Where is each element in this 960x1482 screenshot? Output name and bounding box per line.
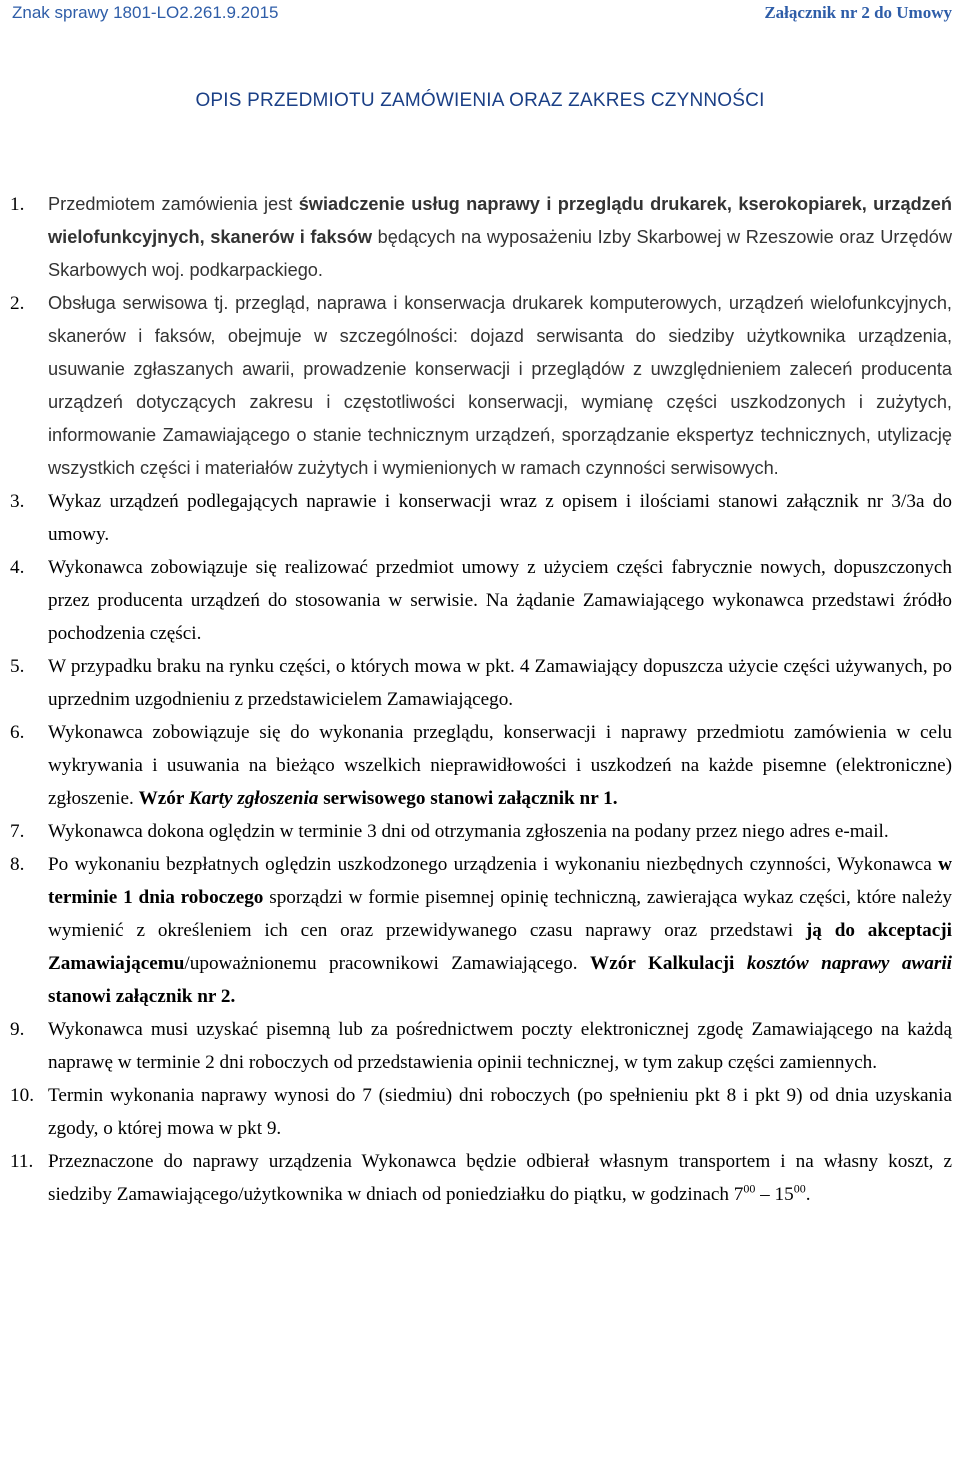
text-segment: Wykonawca zobowiązuje się do wykonania przeglądu, konserwacji i naprawy przedmiotu zamówienia w celu wykrywania i usuwania na bieżąco wszelkich nieprawidłowości i uszkodzeń na każde pisemne (elektroniczne) zgłoszenie. xyxy=(48,722,952,809)
list-item-number: 4. xyxy=(10,557,25,578)
list-item-number: 3. xyxy=(10,491,25,512)
list-item-number: 1. xyxy=(10,194,25,215)
list-item-text xyxy=(48,551,952,650)
list-item-number: 6. xyxy=(10,722,25,743)
attachment-label: Załącznik nr 2 do Umowy xyxy=(764,3,952,22)
list-item-text xyxy=(48,650,952,716)
text-segment: Wykonawca musi uzyskać pisemną lub za pośrednictwem poczty elektronicznej zgodę Zamawiającego na każdą naprawę w terminie 2 dni roboczych od przedstawienia opinii technicznej, w tym zakup części zamiennych. xyxy=(48,1019,952,1073)
text-segment: Wykonawca dokona oględzin w terminie 3 dni od otrzymania zgłoszenia na podany przez niego adres e-mail. xyxy=(48,821,889,842)
list-item xyxy=(10,1145,952,1211)
text-segment: Wykaz urządzeń podlegających naprawie i konserwacji wraz z opisem i ilościami stanowi załącznik nr 3/3a do umowy. xyxy=(48,491,952,545)
list-item-text xyxy=(48,287,952,485)
list-item-number: 2. xyxy=(10,293,25,314)
text-segment: stanowi załącznik nr 2. xyxy=(48,986,236,1007)
list-item-number: 10. xyxy=(10,1085,34,1106)
text-segment: Wykonawca zobowiązuje się realizować przedmiot umowy z użyciem części fabrycznie nowych, dopuszczonych przez producenta urządzeń do stosowania w serwisie. Na żądanie Zamawiającego wykonawca przedstawi źródło pochodzenia części. xyxy=(48,557,952,644)
list-item-text xyxy=(48,716,952,815)
text-segment: będących na wyposażeniu Izby Skarbowej w Rzeszowie oraz Urzędów Skarbowych woj. podkarpackiego. xyxy=(48,227,952,280)
text-segment: – 15 xyxy=(755,1184,794,1205)
text-segment: Wzór Kalkulacji xyxy=(590,953,747,974)
list-item xyxy=(10,1013,952,1079)
text-segment: /upoważnionemu pracownikowi Zamawiającego. xyxy=(184,953,591,974)
text-segment: Wzór xyxy=(138,788,189,809)
list-item xyxy=(10,551,952,650)
list-item-number: 5. xyxy=(10,656,25,677)
text-segment: Po wykonaniu bezpłatnych oględzin uszkodzonego urządzenia i wykonaniu niezbędnych czynności, Wykonawca xyxy=(48,854,939,875)
text-segment: W przypadku braku na rynku części, o których mowa w pkt. 4 Zamawiający dopuszcza użycie części używanych, po uprzednim uzgodnieniu z przedstawicielem Zamawiającego. xyxy=(48,656,952,710)
page-header xyxy=(12,0,952,26)
text-segment: świadczenie usług naprawy i przeglądu drukarek, kserokopiarek, urządzeń wielofunkcyjnych, skanerów i faksów xyxy=(48,194,952,247)
list-item xyxy=(10,188,952,287)
text-segment: . xyxy=(805,1184,811,1205)
list-item xyxy=(10,716,952,815)
text-segment: w terminie 1 dnia roboczego xyxy=(48,854,952,908)
list-item-text xyxy=(48,815,952,848)
list-item xyxy=(10,1079,952,1145)
list-item-number: 8. xyxy=(10,854,25,875)
text-segment: serwisowego stanowi załącznik nr 1. xyxy=(318,788,618,809)
list-item-text xyxy=(48,1145,952,1211)
text-segment: Obsługa serwisowa tj. przegląd, naprawa i konserwacja drukarek komputerowych, urządzeń wielofunkcyjnych, skanerów i faksów, obejmuje w szczególności: dojazd serwisanta do siedziby użytkownika urządzenia, usuwanie zgłaszanych awarii, prowadzenie konserwacji i przeglądów z uwzględnieniem zaleceń producenta urządzeń dotyczących zakresu i częstotliwości konserwacji, wymianę części uszkodzonych i zużytych, informowanie Zamawiającego o stanie technicznym urządzeń, sporządzanie ekspertyz technicznych, utylizację wszystkich części i materiałów zużytych i wymienionych w ramach czynności serwisowych. xyxy=(48,293,952,478)
case-number: Znak sprawy 1801-LO2.261.9.2015 xyxy=(12,3,279,22)
list-item-text xyxy=(48,848,952,1013)
list-item xyxy=(10,848,952,1013)
list-item-number: 11. xyxy=(10,1151,34,1172)
text-segment: Karty zgłoszenia xyxy=(188,788,319,809)
text-segment: sporządzi w formie pisemnej opinię techniczną, zawierająca wykaz części, które należy wymienić z określeniem ich cen oraz przewidywanego czasu naprawy oraz przedstawi xyxy=(48,887,952,941)
text-segment: Przedmiotem zamówienia jest xyxy=(48,194,299,214)
list-item xyxy=(10,485,952,551)
list-item xyxy=(10,287,952,485)
numbered-list xyxy=(10,188,952,1211)
text-segment: ją do akceptacji Zamawiającemu xyxy=(48,920,952,974)
text-segment: kosztów naprawy awarii xyxy=(746,953,952,974)
list-item-text xyxy=(48,485,952,551)
list-item xyxy=(10,815,952,848)
list-item-text xyxy=(48,1079,952,1145)
list-item-number: 7. xyxy=(10,821,25,842)
text-segment: 00 xyxy=(743,1181,756,1196)
list-item-text xyxy=(48,1013,952,1079)
list-item xyxy=(10,650,952,716)
list-item-text xyxy=(48,188,952,287)
text-segment: Termin wykonania naprawy wynosi do 7 (siedmiu) dni roboczych (po spełnieniu pkt 8 i pkt 9) od dnia uzyskania zgody, o której mowa w pkt 9. xyxy=(48,1085,952,1139)
document-title: OPIS PRZEDMIOTU ZAMÓWIENIA ORAZ ZAKRES CZYNNOŚCI xyxy=(195,90,765,111)
text-segment: Przeznaczone do naprawy urządzenia Wykonawca będzie odbierał własnym transportem i na własny koszt, z siedziby Zamawiającego/użytkownika w dniach od poniedziałku do piątku, w godzinach 7 xyxy=(48,1151,952,1205)
text-segment: 00 xyxy=(793,1181,806,1196)
list-item-number: 9. xyxy=(10,1019,25,1040)
